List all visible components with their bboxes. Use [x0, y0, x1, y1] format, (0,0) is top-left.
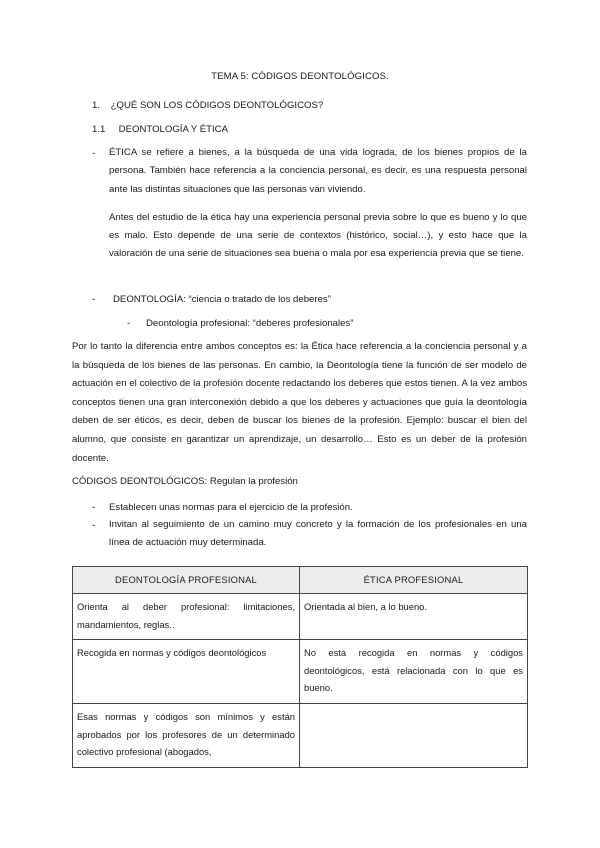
table-cell — [300, 703, 528, 767]
table-cell: No está recogida en normas y códigos deontológicos, está relacionada con lo que es bueno. — [300, 640, 528, 704]
table-header-row — [73, 567, 528, 594]
comparison-table — [72, 566, 528, 768]
bullet-dash: - — [92, 294, 96, 305]
section-1-heading — [92, 100, 323, 111]
section-1-1-number: 1.1 — [92, 124, 106, 135]
codigos-item: Invitan al seguimiento de un camino muy concreto y la formación de los profesionales en una línea de actuación muy determinada. — [109, 519, 527, 549]
section-1-number: 1. — [92, 100, 101, 111]
table-row — [73, 594, 528, 640]
page-title: TEMA 5: CÓDIGOS DEONTOLÓGICOS. — [211, 71, 389, 82]
codigos-item: Establecen unas normas para el ejercicio de la profesión. — [109, 502, 353, 513]
sub-bullet-dash: - — [127, 318, 131, 329]
section-1-1-heading — [92, 124, 228, 135]
etica-bullet-text: ÉTICA se refiere a bienes, a la búsqueda de una vida lograda, de los bienes propios de la persona. También hace referencia a la conciencia personal, es decir, es una respuesta personal ante las distintas situaciones que las personas van viviendo. — [109, 147, 527, 195]
table-cell: Orienta al deber profesional: limitaciones, mandamientos, reglas.. — [73, 594, 300, 640]
table-header-cell: ÉTICA PROFESIONAL — [300, 567, 528, 594]
bullet-dash: - — [92, 502, 96, 513]
table-row — [73, 640, 528, 704]
section-1-1-text: DEONTOLOGÍA Y ÉTICA — [118, 124, 228, 135]
table-header-cell: DEONTOLOGÍA PROFESIONAL — [73, 567, 300, 594]
etica-paragraph-2: Antes del estudio de la ética hay una experiencia personal previa sobre lo que es bueno y lo que es malo. Esto depende de una serie de contextos (histórico, social…), y esto hace que la valoración de una serie de situaciones sea buena o mala por esa experiencia previa que se tiene. — [109, 212, 527, 259]
table-cell: Esas normas y códigos son mínimos y están aprobados por los profesores de un determinado colectivo profesional (abogados, — [73, 703, 300, 767]
deontologia-bullet-text: DEONTOLOGÍA: “ciencia o tratado de los deberes” — [113, 294, 331, 305]
bullet-dash: - — [92, 520, 96, 531]
deontologia-sub-bullet-text: Deontología profesional: “deberes profesionales” — [146, 318, 354, 329]
table-row — [73, 703, 528, 767]
main-paragraph: Por lo tanto la diferencia entre ambos conceptos es: la Ética hace referencia a la conciencia personal y a la búsqueda de los bienes de las personas. En cambio, la Deontología tiene la función de ser modelo de actuación en el colectivo de la profesión docente redactando los deberes que estos tienen. A la vez ambos conceptos tienen una gran interconexión debido a que los deberes y actuaciones que guía la deontología deben de ser éticos, es decir, deben de buscar los bienes de la profesión. Ejemplo: buscar el bien del alumno, que consiste en garantizar un aprendizaje, un desarrollo… Esto es un deber de la profesión docente. — [72, 341, 527, 464]
table-cell: Orientada al bien, a lo bueno. — [300, 594, 528, 640]
codigos-heading: CÓDIGOS DEONTOLÓGICOS: Regulan la profesión — [72, 476, 298, 487]
section-1-text: ¿QUÉ SON LOS CÓDIGOS DEONTOLÓGICOS? — [110, 100, 324, 111]
table-cell: Recogida en normas y códigos deontológicos — [73, 640, 300, 704]
bullet-dash: - — [92, 148, 96, 159]
